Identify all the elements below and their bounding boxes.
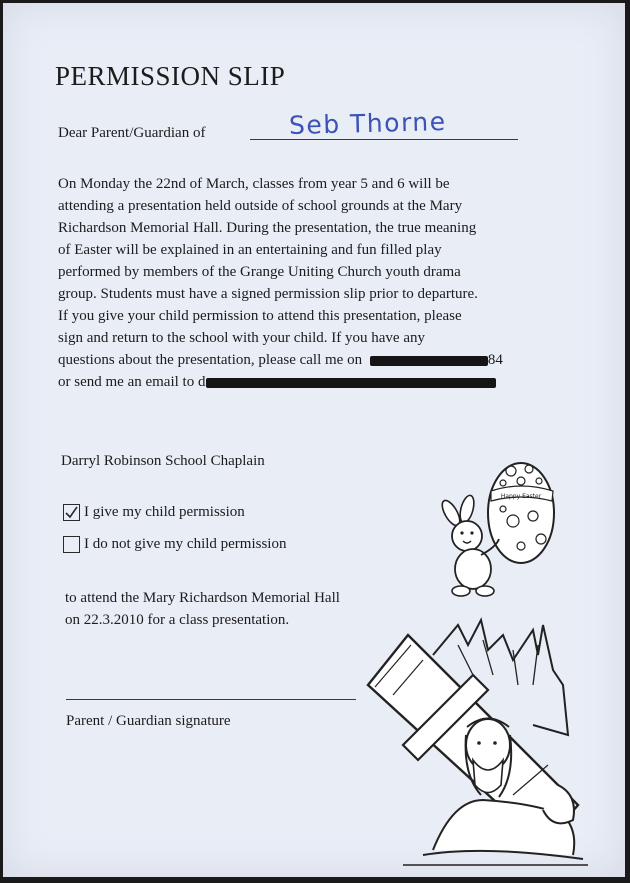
attend-text: [65, 587, 340, 631]
permission-no-option[interactable]: [63, 536, 286, 553]
redacted-email-address: [206, 378, 496, 388]
greeting-label: Dear Parent/Guardian of: [58, 125, 206, 141]
body-line: group. Students must have a signed permission slip prior to departure.: [58, 286, 478, 302]
body-line: attending a presentation held outside of school grounds at the Mary: [58, 198, 463, 214]
page-title: PERMISSION SLIP: [55, 61, 286, 91]
permission-yes-checkbox[interactable]: [63, 504, 80, 521]
permission-no-checkbox[interactable]: [63, 536, 80, 553]
checkmark-icon: [64, 505, 79, 520]
body-line: performed by members of the Grange Uniting Church youth drama: [58, 264, 461, 280]
permission-slip-page: [3, 3, 625, 877]
easter-bunny-egg-icon: [441, 451, 571, 611]
signature-label: Parent / Guardian signature: [66, 713, 231, 729]
permission-yes-option[interactable]: [63, 504, 245, 521]
redacted-phone-number: [370, 356, 488, 366]
phone-line-text: questions about the presentation, please call me on: [58, 352, 363, 368]
child-name-handwritten: Seb Thorne: [288, 106, 447, 141]
email-line-text: or send me an email to d: [58, 374, 206, 390]
body-line: If you give your child permission to attend this presentation, please: [58, 308, 462, 324]
phone-suffix: 84: [487, 352, 503, 368]
body-line: sign and return to the school with your child. If you have any: [58, 330, 426, 346]
email-line: [58, 371, 558, 393]
phone-line: [58, 349, 558, 371]
attend-line: on 22.3.2010 for a class presentation.: [65, 612, 290, 628]
letter-body: [58, 173, 558, 393]
body-line: On Monday the 22nd of March, classes from year 5 and 6 will be: [58, 176, 450, 192]
signature-line[interactable]: [66, 699, 356, 700]
egg-banner-text: Happy Easter: [500, 493, 542, 500]
attend-line: to attend the Mary Richardson Memorial Hall: [65, 590, 340, 606]
jesus-carrying-cross-icon: [363, 615, 603, 870]
signer-name: Darryl Robinson School Chaplain: [61, 453, 265, 469]
body-line: of Easter will be explained in an entertaining and fun filled play: [58, 242, 442, 258]
permission-no-label: I do not give my child permission: [84, 536, 287, 552]
body-line: Richardson Memorial Hall. During the presentation, the true meaning: [58, 220, 477, 236]
permission-yes-label: I give my child permission: [84, 504, 245, 520]
